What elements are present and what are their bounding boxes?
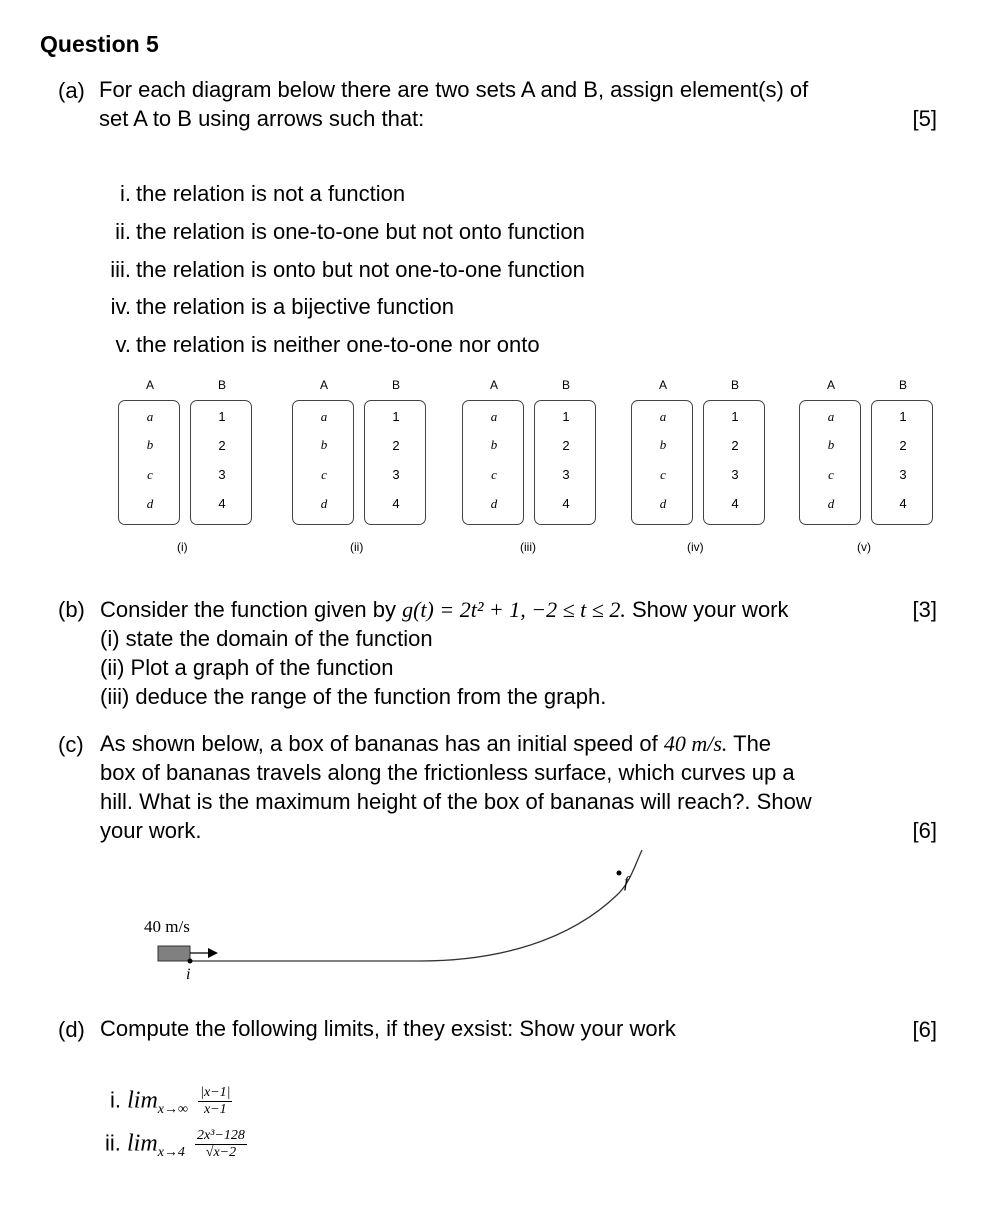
- set-a-element: a: [320, 409, 328, 424]
- list-item-text: the relation is a bijective function: [136, 294, 454, 319]
- set-b-element: 2: [562, 438, 570, 453]
- list-item-text: the relation is onto but not one-to-one function: [136, 257, 585, 282]
- set-b-element: 4: [218, 496, 226, 511]
- set-b-box: [190, 400, 252, 525]
- list-item-number: iv.: [110, 294, 131, 319]
- banana-box: [158, 946, 190, 961]
- limit-item: [110, 1085, 232, 1118]
- part-b-tail: Show your work: [632, 597, 789, 622]
- set-a-title: A: [489, 378, 498, 392]
- part-b-intro: Consider the function given by: [100, 597, 396, 622]
- part-b-line3: (ii) Plot a graph of the function: [100, 655, 394, 680]
- set-b-element: 1: [562, 409, 570, 424]
- set-b-element: 4: [562, 496, 570, 511]
- set-b-box: [871, 400, 933, 525]
- diagram-label: (ii): [350, 540, 364, 554]
- start-label: i: [186, 966, 191, 983]
- set-b-element: 1: [218, 409, 226, 424]
- end-point: [617, 871, 622, 876]
- part-a-line1: For each diagram below there are two sets A and B, assign element(s) of: [99, 77, 809, 102]
- set-a-title: A: [826, 378, 835, 392]
- fraction-denominator: x−1: [203, 1102, 227, 1117]
- part-b-line4: (iii) deduce the range of the function from the graph.: [100, 684, 607, 709]
- set-b-title: B: [898, 378, 907, 392]
- start-point: [188, 959, 193, 964]
- set-a-element: c: [491, 467, 497, 482]
- set-a-title: A: [658, 378, 667, 392]
- set-a-element: d: [146, 496, 154, 511]
- list-item-text: the relation is not a function: [136, 181, 406, 206]
- question-title: Question 5: [40, 31, 159, 57]
- part-d-label: (d): [58, 1017, 85, 1042]
- list-item-text: the relation is neither one-to-one nor onto: [136, 332, 540, 357]
- set-b-title: B: [561, 378, 570, 392]
- set-b-box: [534, 400, 596, 525]
- limit-subscript: x→∞: [157, 1102, 188, 1118]
- function-formula: g(t) = 2t² + 1, −2 ≤ t ≤ 2.: [402, 597, 626, 622]
- set-b-element: 3: [392, 467, 400, 482]
- part-c-line1: [100, 729, 771, 758]
- set-b-title: B: [730, 378, 739, 392]
- set-diagram-i: [118, 378, 258, 558]
- fraction-denominator: √x−2: [205, 1145, 237, 1160]
- set-a-element: d: [320, 496, 328, 511]
- set-a-title: A: [145, 378, 154, 392]
- part-c-line1-post: The: [733, 731, 772, 756]
- set-b-element: 3: [562, 467, 570, 482]
- list-item-number: v.: [115, 332, 131, 357]
- limit-item: [105, 1128, 247, 1161]
- diagram-label: (iii): [520, 540, 536, 554]
- set-a-element: a: [146, 409, 154, 424]
- set-a-element: c: [660, 467, 666, 482]
- limit-number: i.: [110, 1087, 121, 1113]
- initial-speed: 40 m/s.: [663, 731, 728, 756]
- set-a-element: d: [659, 496, 667, 511]
- list-item-text: the relation is one-to-one but not onto function: [136, 219, 585, 244]
- set-b-element: 1: [899, 409, 907, 424]
- part-a-label: (a): [58, 78, 85, 103]
- set-b-title: B: [217, 378, 226, 392]
- part-c-line4: your work.: [100, 818, 202, 843]
- set-b-element: 2: [731, 438, 739, 453]
- set-a-element: a: [490, 409, 498, 424]
- set-b-element: 3: [731, 467, 739, 482]
- set-diagram-iii: [462, 378, 602, 558]
- set-a-title: A: [319, 378, 328, 392]
- set-b-element: 4: [392, 496, 400, 511]
- part-d-text: Compute the following limits, if they exsist: Show your work: [100, 1016, 676, 1041]
- limit-operator: lim: [127, 1130, 158, 1157]
- fraction-numerator: |x−1|: [200, 1085, 231, 1100]
- end-label: f: [624, 874, 629, 891]
- set-b-element: 3: [218, 467, 226, 482]
- set-b-title: B: [391, 378, 400, 392]
- set-diagram-v: [799, 378, 939, 558]
- surface-curve: [192, 850, 642, 961]
- set-a-element: b: [827, 437, 835, 452]
- set-diagram-ii: [292, 378, 432, 558]
- set-a-element: b: [320, 437, 328, 452]
- set-a-box: [462, 400, 524, 525]
- part-a-marks: [5]: [912, 106, 937, 131]
- set-b-element: 3: [899, 467, 907, 482]
- list-item-number: ii.: [115, 219, 131, 244]
- set-diagram-iv: [631, 378, 771, 558]
- set-a-element: c: [321, 467, 327, 482]
- diagram-label: (v): [857, 540, 871, 554]
- list-item-number: iii.: [110, 257, 131, 282]
- set-a-element: c: [147, 467, 153, 482]
- set-a-element: a: [827, 409, 835, 424]
- set-a-element: c: [828, 467, 834, 482]
- part-c-marks: [6]: [912, 818, 937, 843]
- part-b-label: (b): [58, 597, 85, 622]
- set-b-box: [703, 400, 765, 525]
- part-c-line1-pre: As shown below, a box of bananas has an initial speed of: [100, 731, 658, 756]
- set-b-box: [364, 400, 426, 525]
- part-b-line2: (i) state the domain of the function: [100, 626, 433, 651]
- set-b-element: 2: [392, 438, 400, 453]
- set-b-element: 2: [218, 438, 226, 453]
- part-c-label: (c): [58, 732, 84, 757]
- set-a-element: b: [490, 437, 498, 452]
- set-b-element: 1: [392, 409, 400, 424]
- velocity-arrow-head: [208, 948, 218, 958]
- diagram-label: (iv): [687, 540, 704, 554]
- set-b-element: 4: [899, 496, 907, 511]
- set-b-element: 2: [899, 438, 907, 453]
- set-a-element: b: [146, 437, 154, 452]
- part-a-line2: set A to B using arrows such that:: [99, 106, 425, 131]
- set-a-box: [118, 400, 180, 525]
- part-b-marks: [3]: [912, 597, 937, 622]
- set-a-box: [799, 400, 861, 525]
- set-a-element: a: [659, 409, 667, 424]
- list-item-number: i.: [120, 181, 131, 206]
- hill-figure: [130, 840, 660, 990]
- limit-fraction: [195, 1128, 247, 1161]
- part-c-line3: hill. What is the maximum height of the box of bananas will reach?. Show: [100, 789, 812, 814]
- speed-label: 40 m/s: [144, 917, 190, 936]
- limit-number: ii.: [105, 1130, 121, 1156]
- set-a-box: [631, 400, 693, 525]
- limit-operator: lim: [127, 1087, 158, 1114]
- set-b-element: 1: [731, 409, 739, 424]
- fraction-numerator: 2x³−128: [197, 1128, 245, 1143]
- part-d-marks: [6]: [912, 1017, 937, 1042]
- diagram-label: (i): [177, 540, 188, 554]
- set-a-element: d: [490, 496, 498, 511]
- part-b-line1: [100, 595, 789, 624]
- part-c-line2: box of bananas travels along the frictionless surface, which curves up a: [100, 760, 795, 785]
- set-a-element: b: [659, 437, 667, 452]
- set-a-box: [292, 400, 354, 525]
- set-b-element: 4: [731, 496, 739, 511]
- set-a-element: d: [827, 496, 835, 511]
- limit-fraction: [198, 1085, 232, 1118]
- limit-subscript: x→4: [157, 1145, 185, 1161]
